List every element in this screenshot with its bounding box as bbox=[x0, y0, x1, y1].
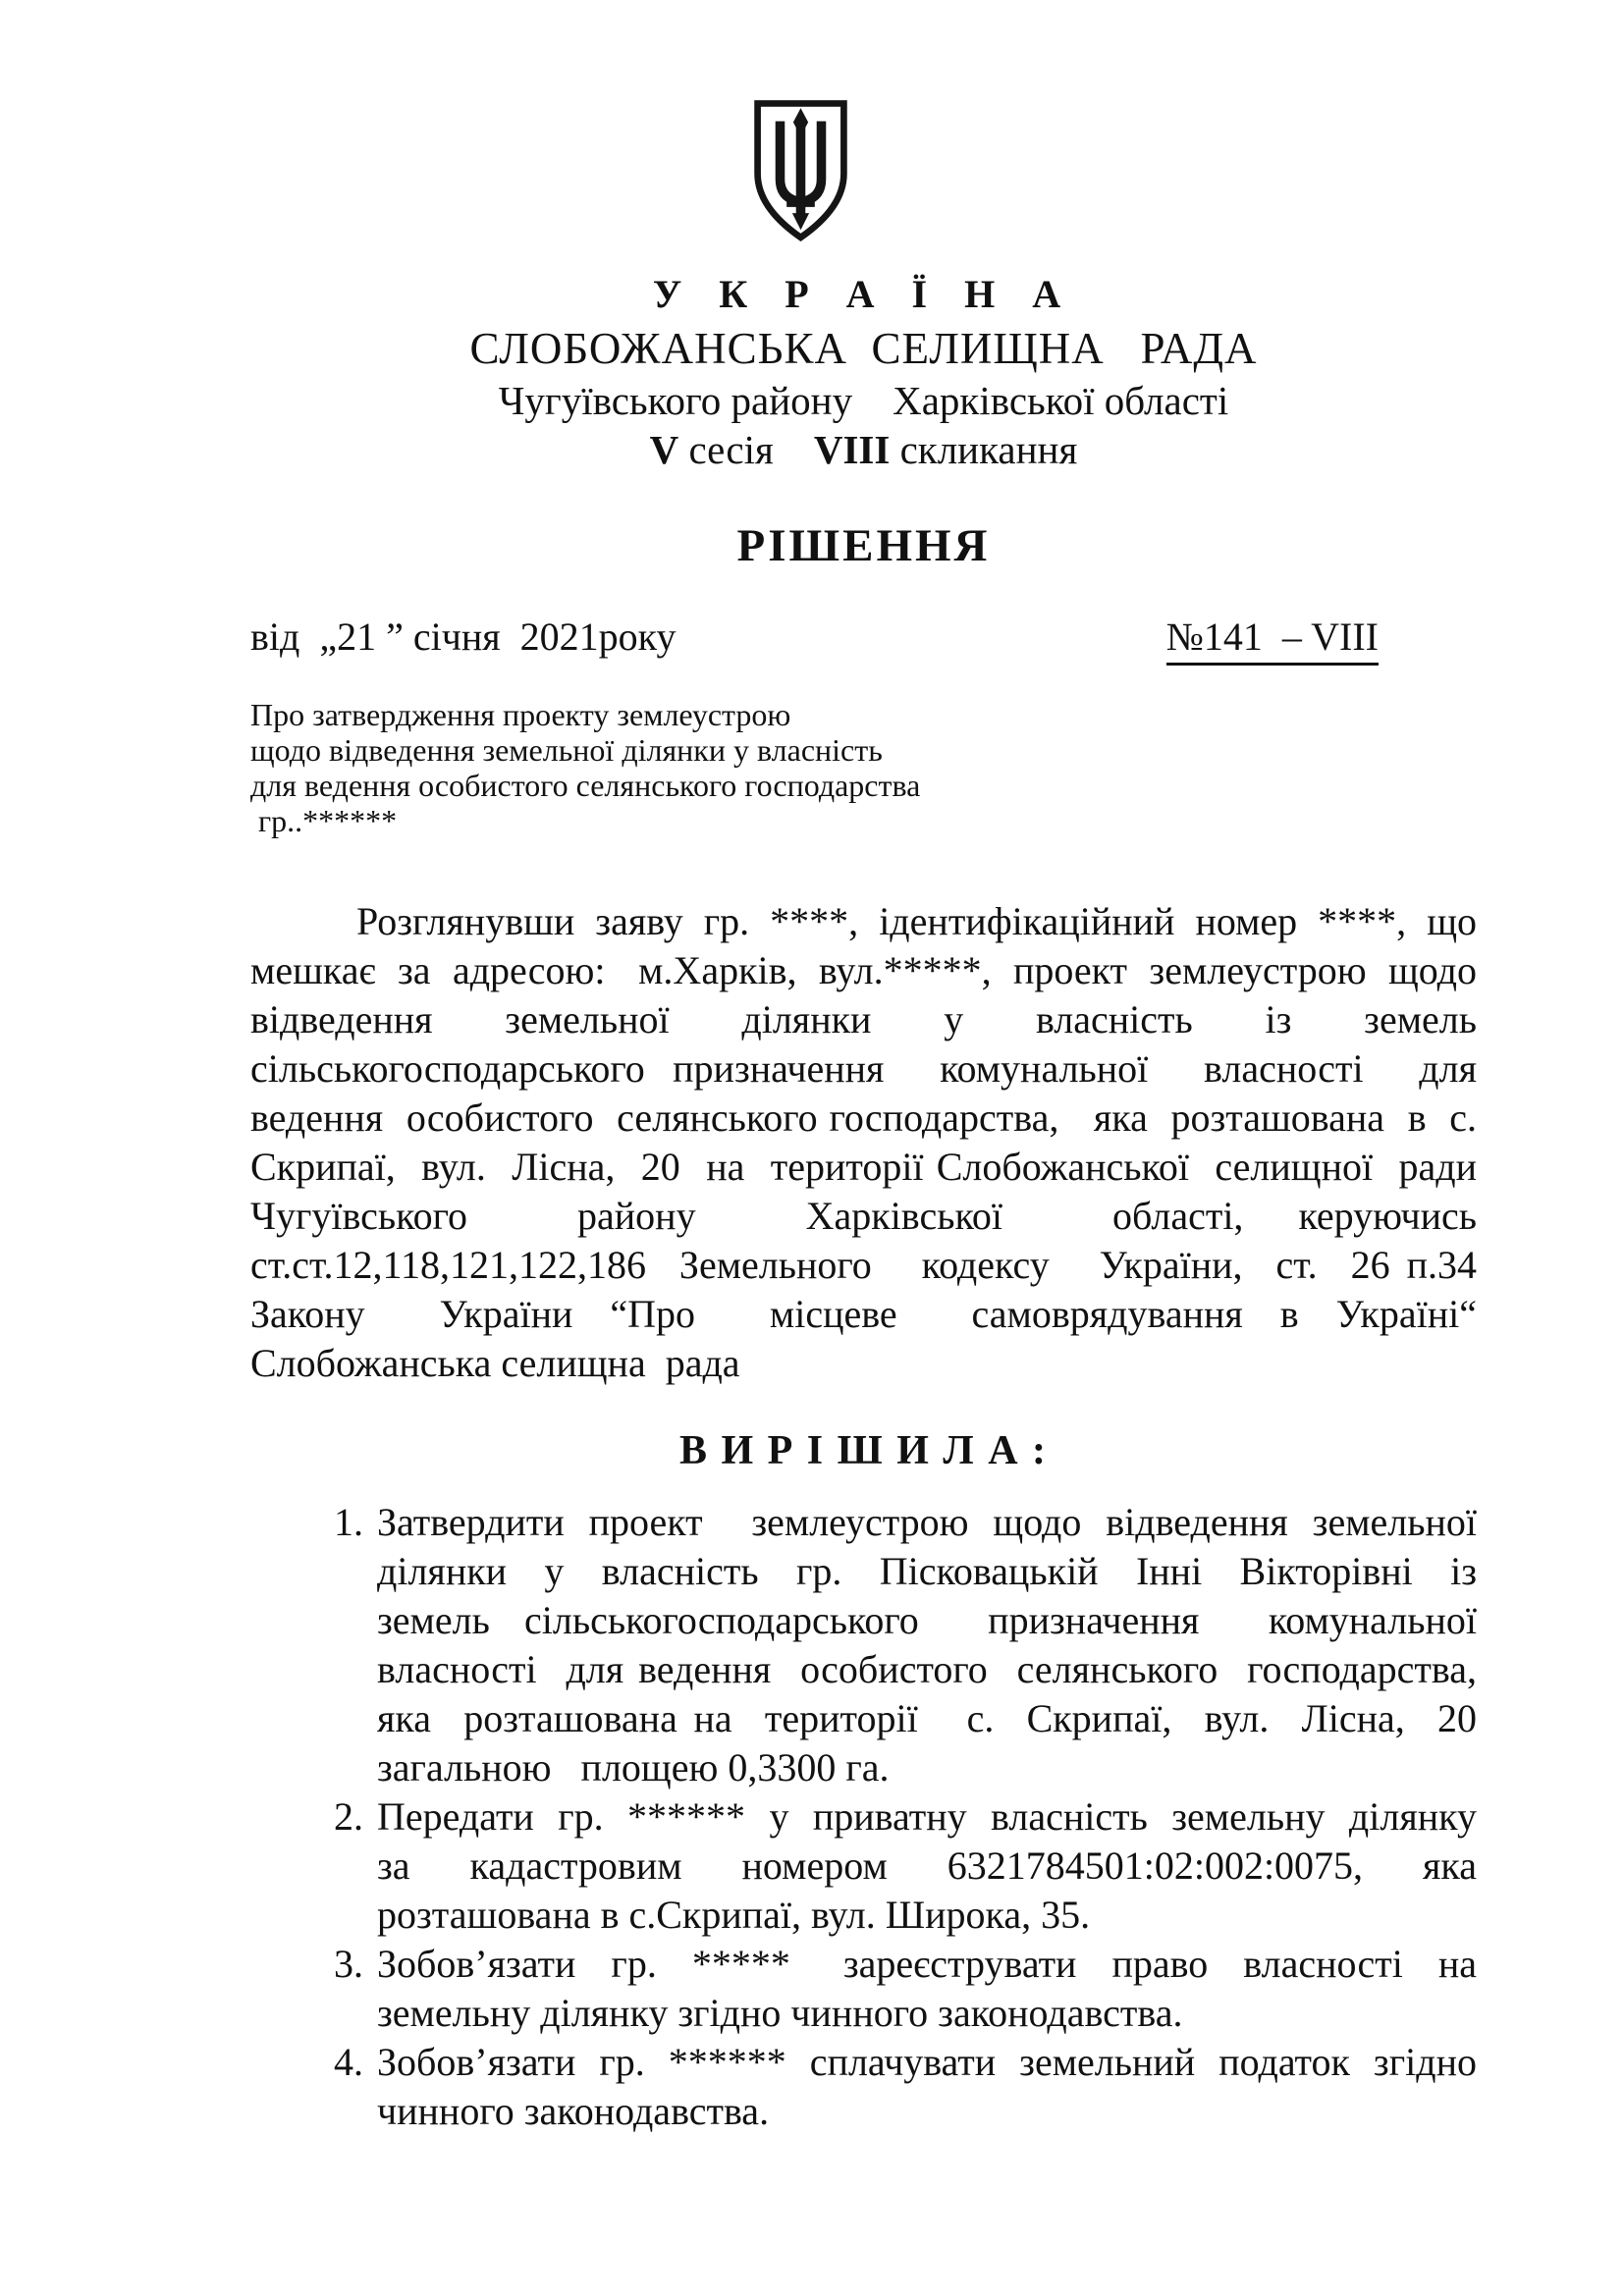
resolution-heading: В И Р І Ш И Л А : bbox=[678, 1428, 1049, 1473]
country-title: У К Р А Ї Н А bbox=[652, 272, 1075, 316]
subject-block bbox=[250, 697, 1477, 838]
resolution-item-4: 4. Зобов’язати гр. ****** сплачувати земельний податок згідно чинного законодавства. bbox=[373, 2038, 1477, 2136]
subject-line-3: для ведення особистого селянського господарства bbox=[250, 768, 921, 803]
session-line bbox=[250, 426, 1477, 473]
session-word: сесія bbox=[678, 427, 814, 472]
ukraine-trident-emblem-icon bbox=[749, 96, 852, 251]
session-number: V bbox=[649, 427, 679, 472]
document-type-title: РІШЕННЯ bbox=[736, 520, 991, 571]
convocation-word: скликання bbox=[890, 427, 1078, 472]
resolution-item-1: 1. Затвердити проект землеустрою щодо відведення земельної ділянки у власність гр. Пісковацькій Інні Вікторівні із земель сільськогосподарського призначення комунальної власності для ведення особистого селянського господарства, яка розташована на території с. Скрипаї, вул. Лісна, 20 загальною площею 0,3300 га. bbox=[373, 1498, 1477, 1792]
subject-line-2: щодо відведення земельної ділянки у власність bbox=[250, 732, 883, 768]
document-date: від „21 ” січня 2021року bbox=[250, 614, 677, 659]
preamble-paragraph: Розглянувши заяву гр. ****, ідентифікаційний номер ****, що мешкає за адресою: м.Харків, вул.*****, проект землеустрою щодо відведення земельної ділянки у власність із земель сільськогосподарського призначення комунальної власності для ведення особистого селянського господарства, яка розташована в с. Скрипаї, вул. Лісна, 20 на території Слобожанської селищної ради Чугуївського району Харківської області, керуючись ст.ст.12,118,121,122,186 Земельного кодексу України, ст. 26 п.34 Закону України “Про місцеве самоврядування в Україні“ Слобожанська селищна рада bbox=[250, 899, 1516, 1385]
district-region-line: Чугуївського району Харківської області bbox=[498, 378, 1229, 423]
resolution-list bbox=[250, 1498, 1526, 2136]
subject-line-4: гр..****** bbox=[250, 803, 398, 838]
resolution-item-2: 2. Передати гр. ****** у приватну власність земельну ділянку за кадастровим номером 6321784501:02:002:0075, яка розташована в с.Скрипаї, вул. Широка, 35. bbox=[373, 1792, 1477, 1940]
document-number: №141 – VIII bbox=[1166, 613, 1379, 666]
council-name: СЛОБОЖАНСЬКА СЕЛИЩНА РАДА bbox=[469, 324, 1258, 373]
convocation-number: VIII bbox=[813, 427, 891, 472]
document-header bbox=[250, 96, 1477, 573]
document-meta-row bbox=[250, 613, 1477, 666]
resolution-item-3: 3. Зобов’язати гр. ***** зареєструвати право власності на земельну ділянку згідно чинного законодавства. bbox=[373, 1940, 1477, 2038]
subject-line-1: Про затвердження проекту землеустрою bbox=[250, 697, 791, 732]
